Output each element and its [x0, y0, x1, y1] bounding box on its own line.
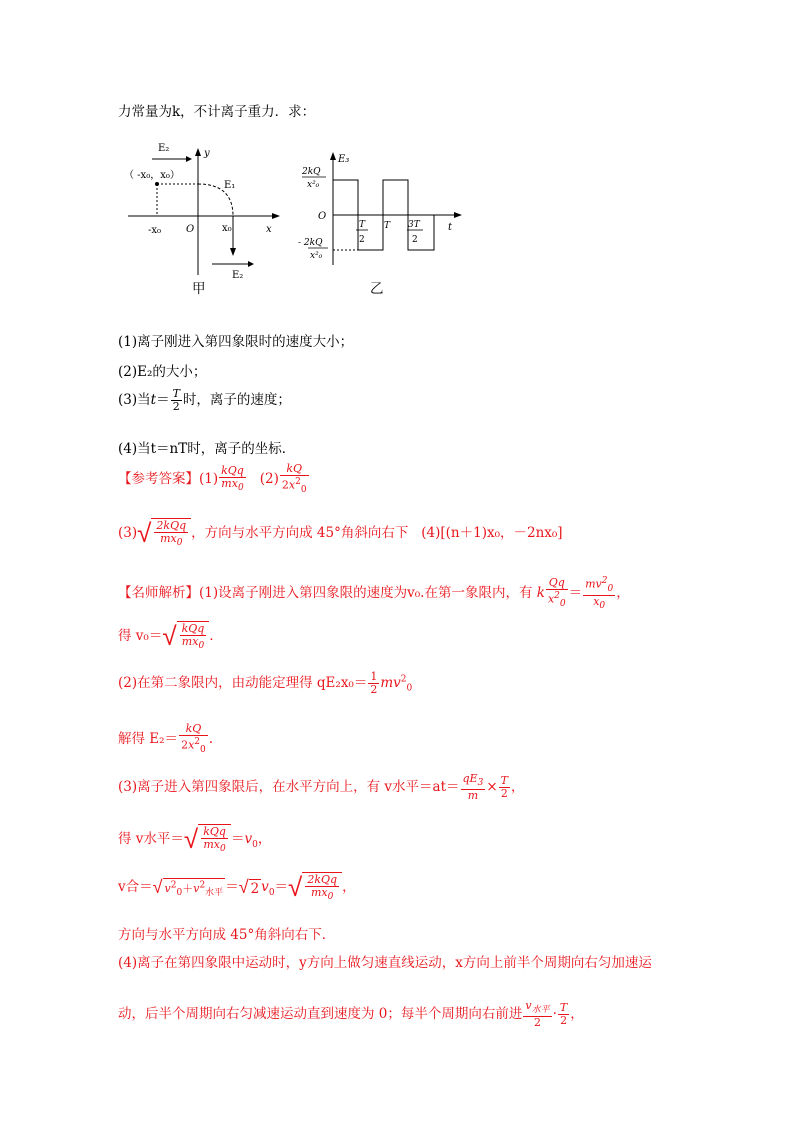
analysis-line-5: (3)离子进入第四象限后，在水平方向上，有 v水平＝at＝ $\frac{qE_3}{m}$ × $\frac{T}{2}$ ， [118, 772, 525, 803]
analysis-line-4: 解得 E₂＝ $\frac{kQ}{2x^2_0}$ . [118, 722, 214, 755]
e2-bottom-label: E₂ [232, 270, 244, 281]
tick-half-den: 2 [359, 235, 365, 245]
analysis-10-text: 动，后半个周期向右匀减速运动直到速度为 0；每半个周期向右前进 [118, 1006, 523, 1023]
analysis-2-text: 得 v₀＝ [118, 628, 163, 645]
t-axis-label: t [448, 222, 453, 233]
analysis-label: 【名师解析】 [118, 585, 199, 602]
answer-line-2: (3) √ $\frac{\text{2kQq}}{mx_0}$ ，方向与水平方向成 45°角斜向右下 (4)[(n＋1)x₀，－2nx₀] [118, 518, 563, 549]
analysis-line-6: 得 v水平＝ √ $\frac{\text{kQq}}{mx_0}$ $=v_0$， [118, 824, 272, 855]
analysis-1-text: (1)设离子刚进入第四象限的速度为v₀.在第一象限内，有 [199, 585, 533, 602]
analysis-3-text: (2)在第二象限内，由动能定理得 qE₂x₀＝ [118, 675, 368, 691]
figure-b-caption: 乙 [370, 281, 384, 297]
origin-label-b: O [318, 211, 327, 222]
answer-label: 【参考答案】 [118, 470, 199, 487]
analysis-line-9: (4)离子在第四象限中运动时，y方向上做匀速直线运动，x方向上前半个周期向右匀加速运 [118, 955, 652, 971]
y-axis-label: y [204, 148, 210, 159]
analysis-line-7: v合＝ √ $v^2_0+v^2_{水平}$ ＝ √ 2 $v_0=$ √ $\frac{\text{2kQq}}{mx_0}$ ， [118, 872, 356, 903]
answer-2-prefix: (2) [259, 470, 279, 487]
analysis-7-text: v合＝ [118, 879, 153, 896]
analysis-line-2: 得 v₀＝ √ $\frac{\text{kQq}}{mx_0}$ ． [118, 621, 223, 652]
answer-line-1: 【参考答案】(1) $\frac{\text{kQq}}{mx_0}$ (2) $\frac{kQ}{2x^2_0}$ [118, 462, 307, 495]
question-3: (3)当t＝ $\frac{T}{2}$ 时，离子的速度； [118, 387, 291, 413]
x0-label: x₀ [222, 223, 232, 234]
tick-T: T [384, 221, 391, 231]
x-axis-label: x [266, 224, 272, 235]
analysis-5-text: (3)离子进入第四象限后，在水平方向上，有 v水平＝at＝ [118, 779, 460, 796]
answer-4: (4)[(n＋1)x₀，－2nx₀] [421, 525, 563, 542]
analysis-4-text: 解得 E₂＝ [118, 730, 179, 747]
answer-3-prefix: (3) [118, 525, 138, 542]
analysis-line-10: 动，后半个周期向右匀减速运动直到速度为 0；每半个周期向右前进 $\frac{v_{水平}}{2}$ · $\frac{T}{2}$ ， [118, 999, 584, 1030]
level-pos-num: 2kQ [302, 167, 321, 177]
question-2: (2)E₂的大小； [118, 364, 207, 380]
question-1: (1)离子刚进入第四象限时的速度大小； [118, 334, 354, 350]
question-4: (4)当t＝nT时，离子的坐标． [118, 441, 296, 457]
level-neg-num: - 2kQ [298, 238, 323, 248]
tick-half-num: T [359, 220, 366, 230]
analysis-6-text: 得 v水平＝ [118, 831, 184, 848]
e1-label: E₁ [224, 180, 236, 191]
analysis-line-8: 方向与水平方向成 45°角斜向右下． [118, 927, 336, 943]
e2-top-label: E₂ [158, 143, 170, 154]
intro-text: 力常量为k，不计离子重力．求： [118, 104, 316, 120]
answer-1-prefix: (1) [199, 470, 219, 487]
origin-label: O [186, 224, 195, 235]
level-pos-den: x²₀ [307, 180, 320, 190]
analysis-line-1: 【名师解析】(1)设离子刚进入第四象限的速度为v₀.在第一象限内，有 k $\frac{Qq}{x^2_0}$ ＝ $\frac{mv^2_0}{x_0}$ ， [118, 576, 630, 612]
figure-b [298, 150, 478, 280]
point-label: （ -x₀，x₀） [124, 170, 180, 181]
neg-x0-label: -x₀ [148, 225, 162, 236]
tick-3half-num: 3T [408, 220, 420, 230]
figure-a-caption: 甲 [192, 281, 206, 297]
level-neg-den: x²₀ [310, 251, 323, 261]
figure-a [120, 140, 290, 290]
answer-3-direction: ，方向与水平方向成 45°角斜向右下 [191, 525, 409, 542]
tick-3half-den: 2 [412, 235, 418, 245]
analysis-line-3: (2)在第二象限内，由动能定理得 qE₂x₀＝ $\frac{1}{2}$ $mv^2_0$ [118, 670, 413, 696]
e3-axis-label: E₃ [338, 154, 350, 165]
